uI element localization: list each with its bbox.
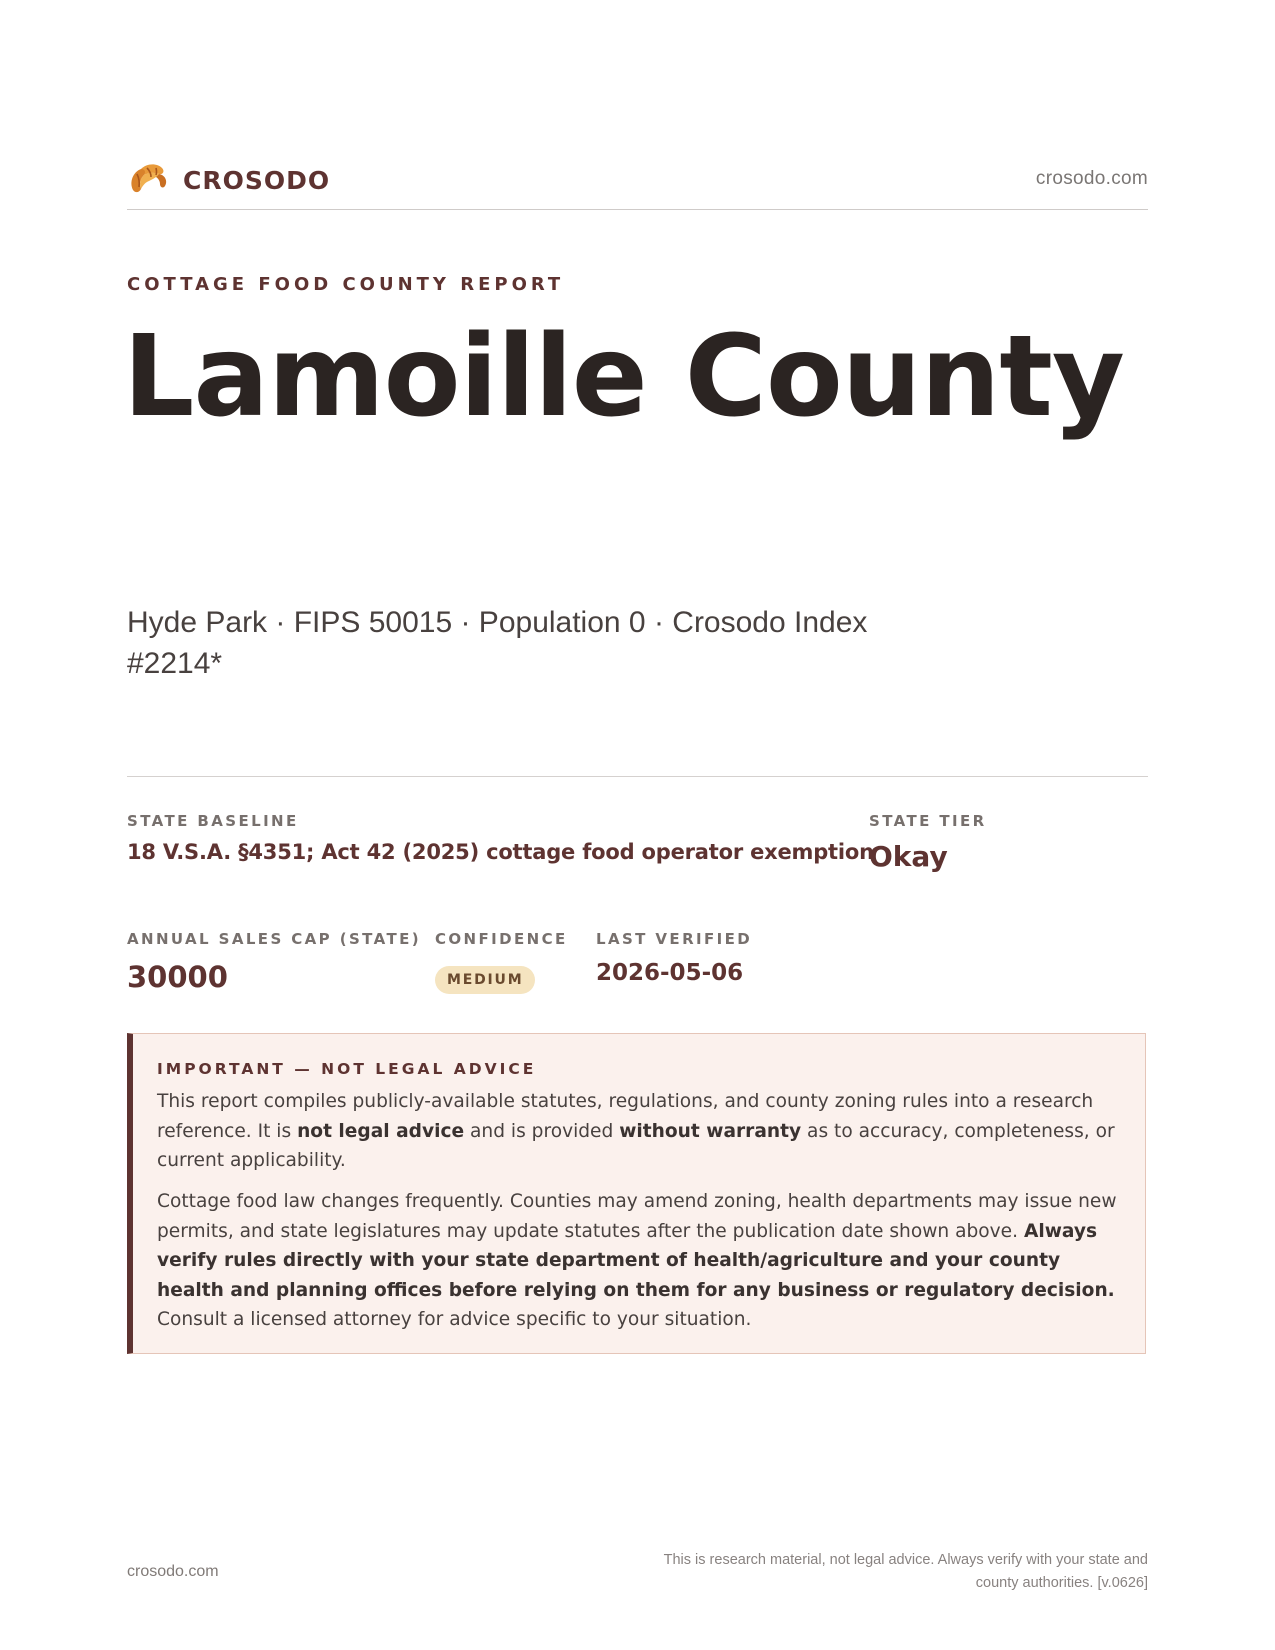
croissant-icon: [127, 160, 169, 200]
legal-notice: [127, 1033, 1146, 1354]
state-tier-value: Okay: [869, 840, 948, 873]
last-verified-label: LAST VERIFIED: [596, 930, 753, 948]
notice-title: IMPORTANT — NOT LEGAL ADVICE: [157, 1060, 537, 1078]
footer-url[interactable]: crosodo.com: [127, 1563, 219, 1580]
notice-text: Consult a licensed attorney for advice specific to your situation.: [157, 1309, 752, 1330]
notice-paragraph-2: [157, 1187, 1122, 1335]
state-baseline-field: [127, 812, 874, 864]
county-subtitle: Hyde Park · FIPS 50015 · Population 0 · Crosodo Index #2214*: [127, 606, 868, 680]
notice-emphasis: without warranty: [619, 1120, 802, 1142]
state-baseline-label: STATE BASELINE: [127, 812, 299, 830]
notice-paragraph-1: [157, 1087, 1122, 1176]
report-eyebrow: COTTAGE FOOD COUNTY REPORT: [127, 274, 565, 295]
page-title: Lamoille County: [123, 312, 1124, 442]
notice-text: and is provided: [464, 1120, 620, 1142]
section-divider: [127, 776, 1148, 777]
brand[interactable]: [127, 160, 330, 200]
notice-text: as to accuracy, completeness, or current applicability.: [157, 1120, 1115, 1171]
confidence-field: [435, 930, 568, 994]
notice-emphasis: Always verify rules directly with your state department of health/agriculture and your county health and planning offices before relying on them for any business or regulatory decision.: [157, 1220, 1115, 1301]
footer-disclaimer: This is research material, not legal advice. Always verify with your state and county authorities. [v.0626]: [663, 1552, 1148, 1591]
state-tier-label: STATE TIER: [869, 812, 987, 830]
notice-text: Cottage food law changes frequently. Counties may amend zoning, health departments may issue new permits, and state legislatures may update statutes after the publication date shown above.: [157, 1191, 1117, 1242]
confidence-label: CONFIDENCE: [435, 930, 568, 948]
notice-emphasis: not legal advice: [297, 1120, 465, 1142]
sales-cap-field: [127, 930, 421, 994]
header-url[interactable]: crosodo.com: [1035, 168, 1148, 189]
confidence-badge: MEDIUM: [435, 966, 535, 994]
state-baseline-value: 18 V.S.A. §4351; Act 42 (2025) cottage food operator exemption: [127, 840, 874, 864]
notice-text: This report compiles publicly-available statutes, regulations, and county zoning rules into a research reference. It is: [157, 1091, 1094, 1142]
page-header: [127, 156, 1148, 210]
sales-cap-label: ANNUAL SALES CAP (STATE): [127, 930, 422, 948]
sales-cap-value: 30000: [127, 960, 228, 994]
last-verified-field: [596, 930, 752, 986]
header-divider: [127, 209, 1148, 210]
last-verified-value: 2026-05-06: [596, 960, 744, 986]
report-page: [123, 0, 1148, 1650]
brand-name: CROSODO: [183, 165, 331, 195]
state-tier-field: [869, 812, 987, 873]
